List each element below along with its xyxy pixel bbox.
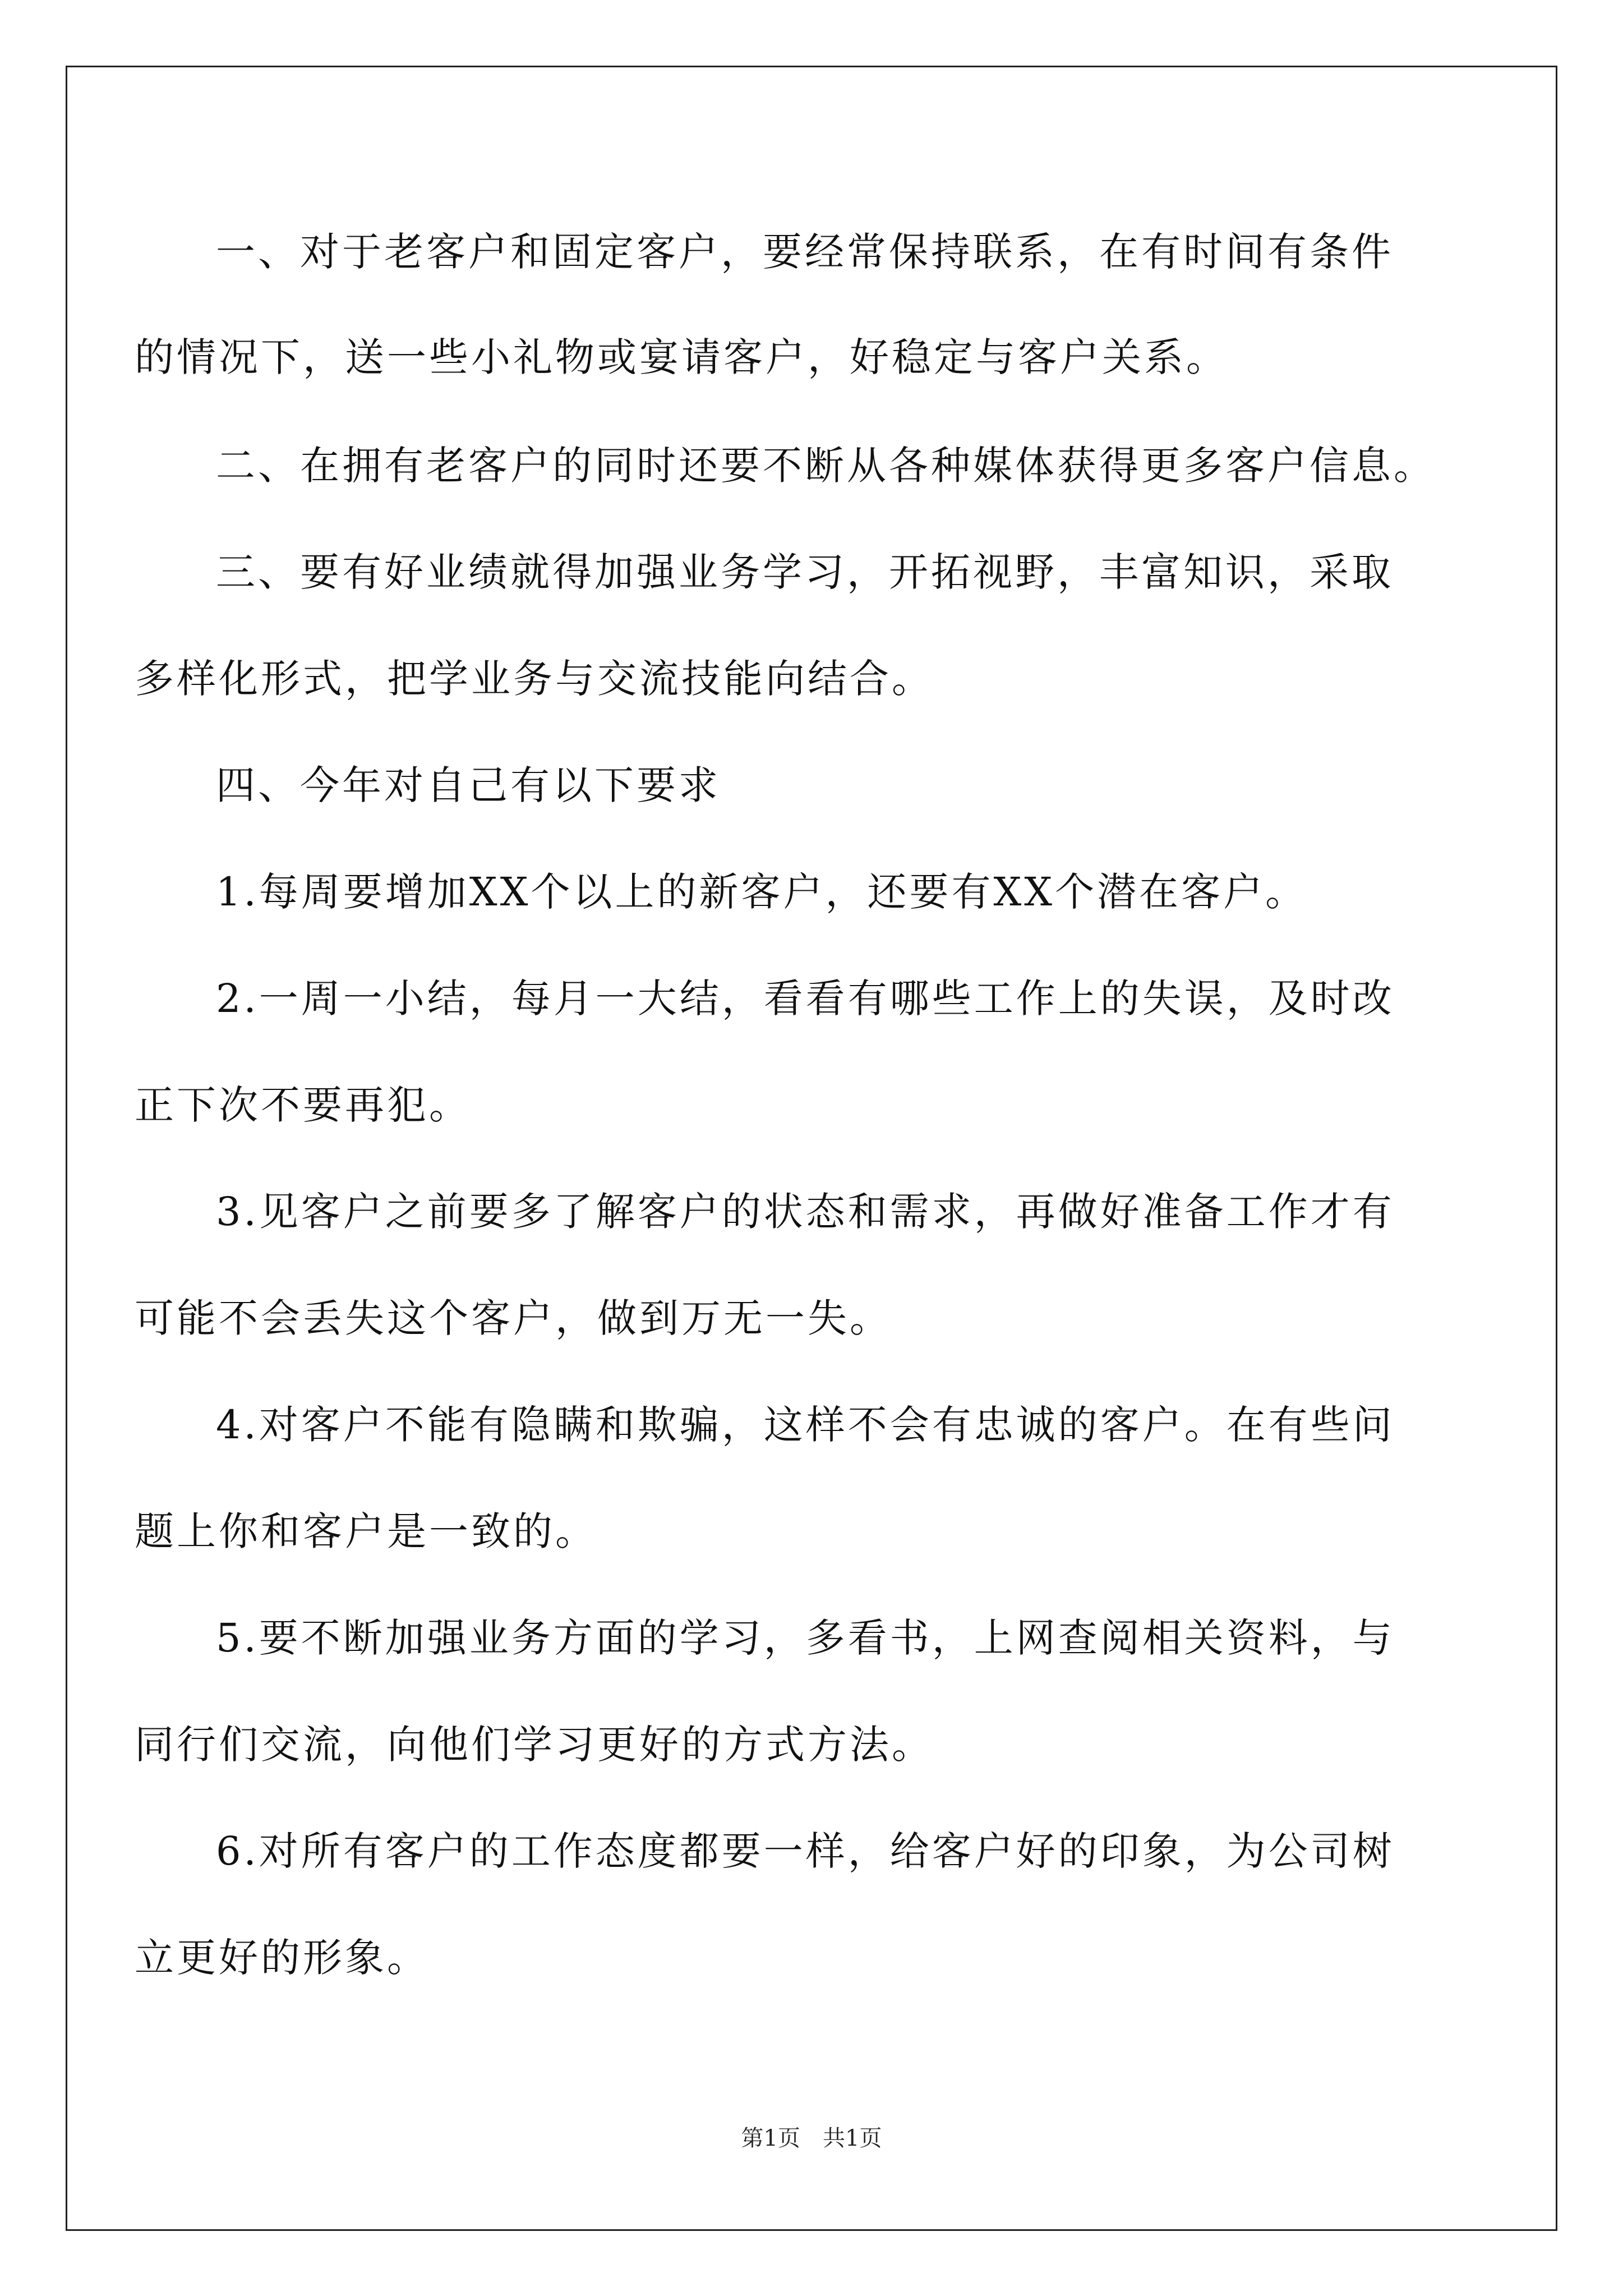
paragraph-line: 题上你和客户是一致的。: [135, 1508, 597, 1554]
paragraph-line: 3.见客户之前要多了解客户的状态和需求，再做好准备工作才有: [216, 1189, 1395, 1235]
paragraph-line: 同行们交流，向他们学习更好的方式方法。: [135, 1722, 934, 1768]
paragraph-line: 的情况下，送一些小礼物或宴请客户，好稳定与客户关系。: [135, 334, 1228, 380]
paragraph-line: 6.对所有客户的工作态度都要一样，给客户好的印象，为公司树: [216, 1828, 1395, 1874]
paragraph-line: 四、今年对自己有以下要求: [216, 762, 721, 808]
paragraph-line: 二、在拥有老客户的同时还要不断从各种媒体获得更多客户信息。: [216, 443, 1436, 489]
paragraph-line: 1.每周要增加XX个以上的新客户，还要有XX个潜在客户。: [216, 869, 1308, 915]
paragraph-line: 立更好的形象。: [135, 1935, 429, 1981]
paragraph-line: 一、对于老客户和固定客户，要经常保持联系，在有时间有条件: [216, 229, 1394, 275]
paragraph-line: 多样化形式，把学业务与交流技能向结合。: [135, 656, 934, 702]
paragraph-line: 可能不会丢失这个客户，做到万无一失。: [135, 1295, 892, 1341]
page-border: [66, 66, 1557, 2231]
paragraph-line: 4.对客户不能有隐瞒和欺骗，这样不会有忠诚的客户。在有些问: [216, 1402, 1395, 1448]
paragraph-line: 2.一周一小结，每月一大结，看看有哪些工作上的失误，及时改: [216, 976, 1395, 1022]
paragraph-line: 5.要不断加强业务方面的学习，多看书，上网查阅相关资料，与: [216, 1615, 1395, 1661]
paragraph-line: 三、要有好业绩就得加强业务学习，开拓视野，丰富知识，采取: [216, 549, 1394, 595]
page-footer: 第1页 共1页: [741, 2125, 882, 2151]
paragraph-line: 正下次不要再犯。: [135, 1082, 471, 1128]
